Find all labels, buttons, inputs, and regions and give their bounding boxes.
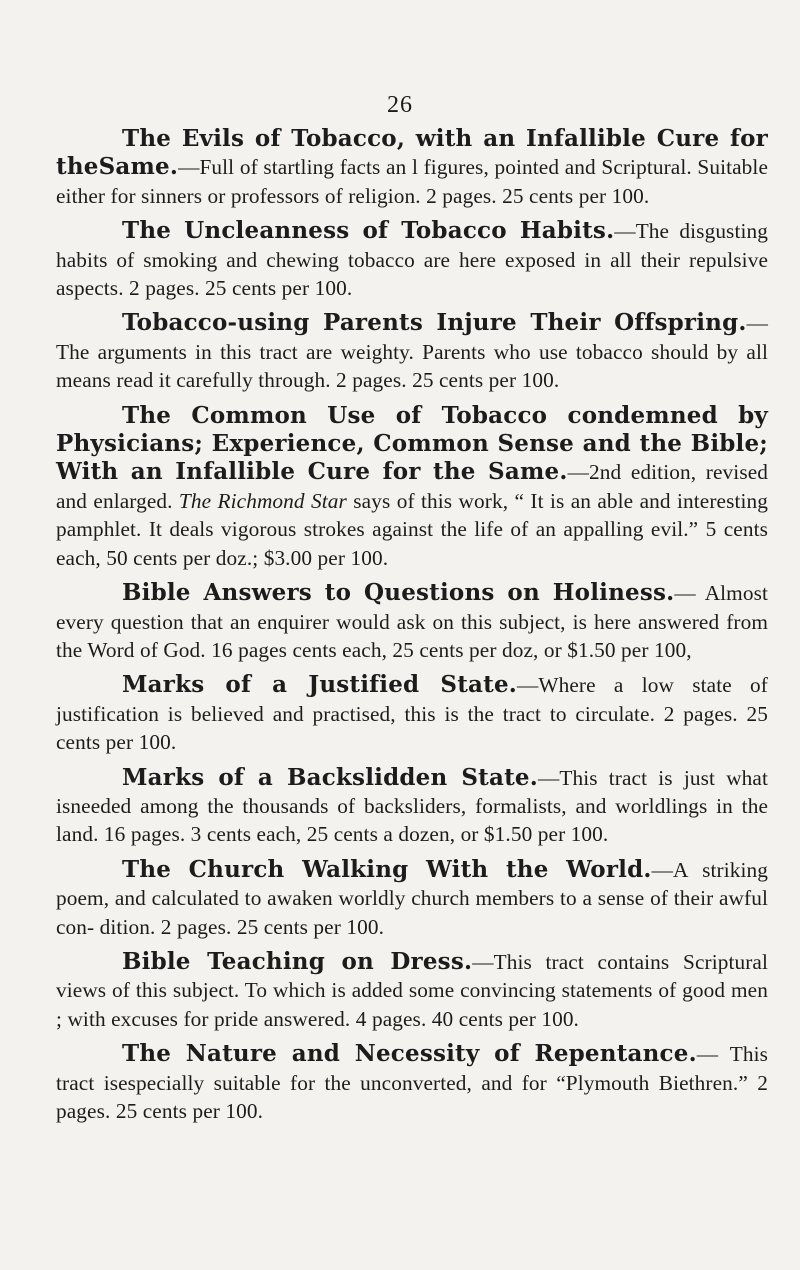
tract-title: Tobacco-using Parents Injure Their Offspring. [122, 309, 747, 337]
tract-description: —A striking poem, and calculated to awaken worldly church members to a sense of their awful con- dition. 2 pages. 25 cents per 100. [56, 857, 768, 939]
tract-description: —The disgusting habits of smoking and chewing tobacco are here exposed in all their repulsive aspects. 2 pages. 25 cents per 100. [56, 219, 768, 301]
tract-description: —2nd edition, revised and enlarged. [56, 460, 769, 513]
tract-entry [56, 856, 768, 941]
tract-title: The Nature and Necessity of Repentance. [122, 1040, 697, 1068]
tract-description: —The arguments in this tract are weighty. Parents who use tobacco should by all means read it carefully through. 2 pages. 25 cents per 100. [56, 311, 768, 393]
tract-description: — This tract isespecially suitable for the unconverted, and for “Plymouth Biethren.” 2 pages. 25 cents per 100. [56, 1042, 768, 1123]
quoted-publication: The Richmond Star [178, 488, 347, 513]
tract-title: Bible Answers to Questions on Holiness. [122, 579, 675, 607]
tract-entry [56, 125, 768, 210]
tract-list [56, 125, 768, 1132]
tract-entry [56, 309, 768, 394]
tract-title: The Common Use of Tobacco condemned by Physicians; Experience, Common Sense and the Bible; With an Infallible Cure for the Same. [56, 401, 768, 486]
tract-entry [56, 402, 768, 572]
tract-title: The Church Walking With the World. [122, 855, 652, 883]
tract-entry [56, 1040, 768, 1125]
tract-entry [56, 764, 768, 849]
tract-title: The Evils of Tobacco, with an Infallible Cure for theSame. [56, 125, 768, 181]
tract-description: —Full of startling facts an l figures, pointed and Scriptural. Suitable either for sinners or professors of religion. 2 pages. 25 cents per 100. [56, 155, 768, 208]
tract-entry [56, 671, 768, 756]
tract-description: —This tract contains Scriptural views of this subject. To which is added some convincing statements of good men ; with excuses for pride answered. 4 pages. 40 cents per 100. [56, 949, 768, 1031]
page-number: 26 [387, 92, 413, 118]
tract-title: The Uncleanness of Tobacco Habits. [122, 217, 615, 245]
tract-description: —This tract is just what isneeded among the thousands of backsliders, formalists, and worldlings in the land. 16 pages. 3 cents each, 25 cents a dozen, or $1.50 per 100. [56, 765, 768, 847]
tract-entry [56, 579, 768, 664]
tract-entry [56, 217, 768, 302]
tract-entry [56, 948, 768, 1033]
tract-description-continued: says of this work, “ It is an able and interesting pamphlet. It deals vigorous strokes against the life of an appalling evil.” 5 cents each, 50 cents per doz.; $3.00 per 100. [56, 488, 768, 570]
tract-title: Marks of a Backslidden State. [122, 763, 538, 791]
tract-title: Bible Teaching on Dress. [122, 947, 473, 975]
tract-description: —Where a low state of justification is believed and practised, this is the tract to circulate. 2 pages. 25 cents per 100. [56, 673, 768, 755]
tract-description: — Almost every question that an enquirer would ask on this subject, is here answered from the Word of God. 16 pages cents each, 25 cents per doz, or $1.50 per 100, [56, 581, 769, 662]
tract-title: Marks of a Justified State. [122, 671, 517, 699]
